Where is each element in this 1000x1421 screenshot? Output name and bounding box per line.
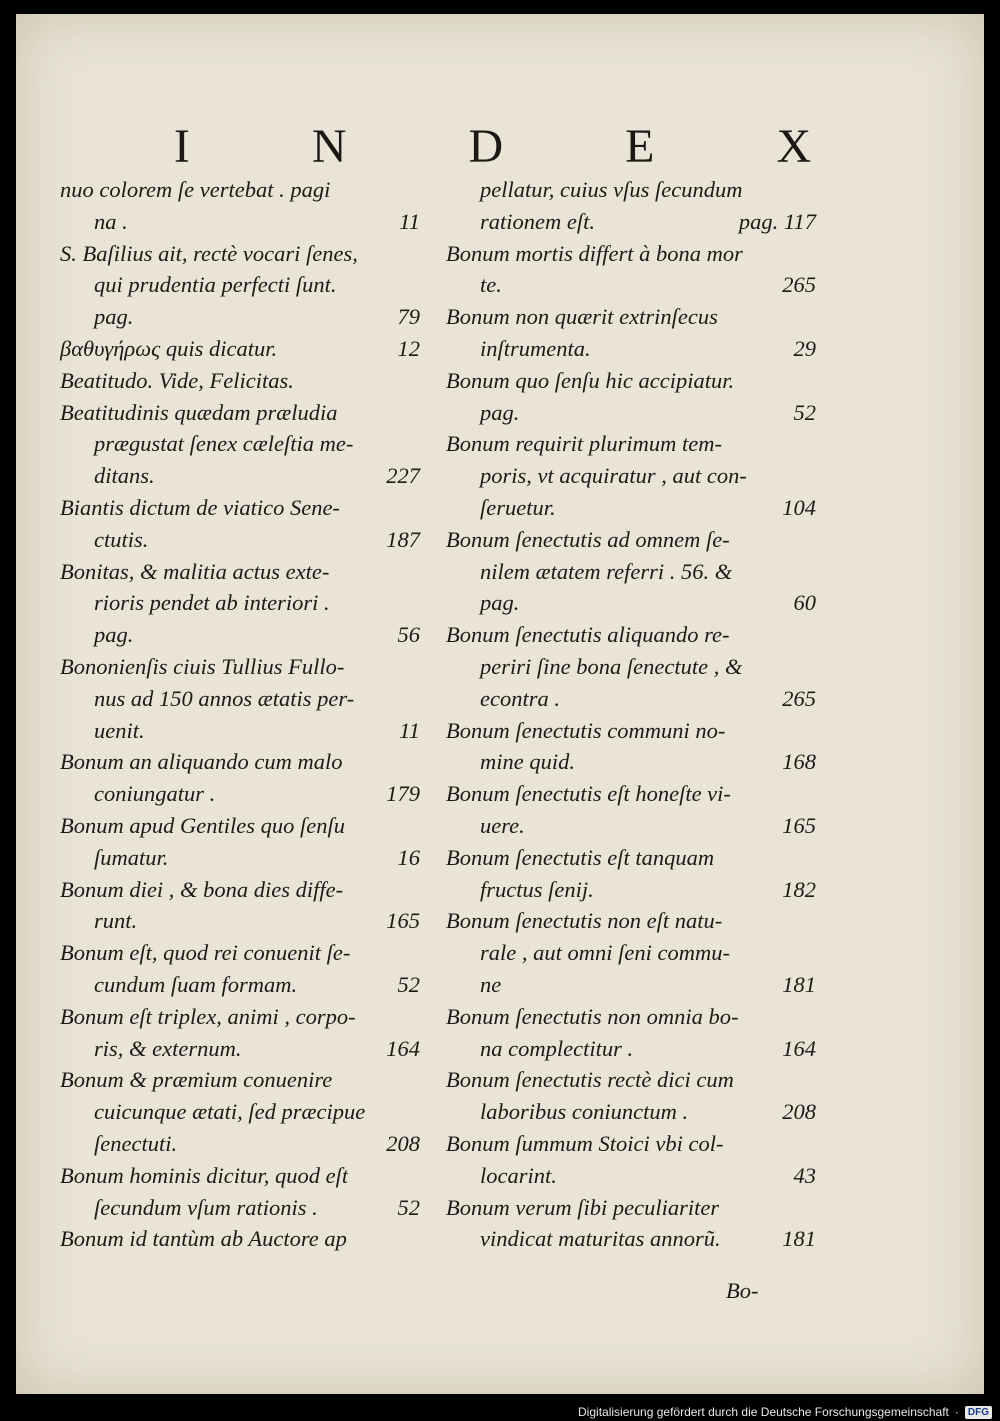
page-reference: 52 <box>397 1194 420 1220</box>
entry-text: S. Baſilius ait, rectè vocari ſenes, <box>60 240 358 266</box>
index-entry-line <box>446 269 816 301</box>
page-reference <box>806 556 816 588</box>
index-entry-line <box>446 524 816 556</box>
index-entry-line <box>446 1192 816 1224</box>
index-entry-line <box>446 619 816 651</box>
index-entry-line <box>446 810 816 842</box>
index-entry-line <box>446 746 816 778</box>
page-reference <box>806 778 816 810</box>
index-entry-line <box>446 715 816 747</box>
entry-text: ſenectuti. <box>94 1130 178 1156</box>
entry-text: Bonum requirit plurimum tem- <box>446 431 723 457</box>
page-reference <box>410 492 420 524</box>
page-reference <box>806 937 816 969</box>
page-reference: 56 <box>397 622 420 648</box>
index-entry-line <box>60 842 420 874</box>
index-entry-line <box>60 746 420 778</box>
page-reference: 227 <box>386 463 420 489</box>
entry-text: cundum ſuam formam. <box>94 971 298 997</box>
page-reference: 16 <box>397 844 420 870</box>
index-entry-line <box>446 428 816 460</box>
page-reference <box>806 619 816 651</box>
index-entry-line <box>446 365 816 397</box>
index-entry-line <box>446 460 816 492</box>
page-reference <box>806 905 816 937</box>
index-entry-line <box>446 301 816 333</box>
page-reference <box>410 174 420 206</box>
index-entry-line <box>446 1160 816 1192</box>
page-reference <box>410 556 420 588</box>
page-reference: 179 <box>386 781 420 807</box>
index-entry-line <box>446 174 816 206</box>
index-entry-line <box>446 937 816 969</box>
index-entry-line <box>60 1064 420 1096</box>
index-entry-line <box>446 651 816 683</box>
entry-text: na complectitur . <box>480 1035 634 1061</box>
entry-text: Bonum ſummum Stoici vbi col- <box>446 1130 724 1156</box>
index-entry-line <box>60 365 420 397</box>
entry-text: pellatur, cuius vſus ſecundum <box>480 177 743 202</box>
page-reference: 165 <box>782 812 816 838</box>
index-entry-line <box>60 810 420 842</box>
index-entry-line <box>446 238 816 270</box>
entry-text: locarint. <box>480 1162 557 1188</box>
index-entry-line <box>446 556 816 588</box>
page-reference <box>806 301 816 333</box>
page-reference <box>806 365 816 397</box>
entry-text: Bonum ſenectutis communi no- <box>446 717 726 743</box>
index-entry-line <box>446 874 816 906</box>
entry-text: cuicunque ætati, ſed præcipue <box>94 1099 366 1125</box>
page-reference: pag. 117 <box>738 208 816 234</box>
page-reference <box>410 810 420 842</box>
page-reference: 52 <box>397 971 420 997</box>
entry-text: Bonum mortis differt à bona mor <box>446 240 743 266</box>
page-reference: 60 <box>793 590 816 616</box>
page-reference: 52 <box>793 399 816 425</box>
entry-text: Bonum diei , & bona dies diffe- <box>60 876 344 902</box>
footer-credit: Digitalisierung gefördert durch die Deutsche Forschungsgemeinschaft · DFG <box>578 1405 992 1419</box>
page-reference <box>410 587 420 619</box>
entry-text: Bonum hominis dicitur, quod eſt <box>60 1162 349 1188</box>
index-entry-line <box>60 1192 420 1224</box>
index-entry-line <box>446 969 816 1001</box>
index-entry-line <box>60 619 420 651</box>
entry-text: nuo colorem ſe vertebat . pagi <box>60 177 331 202</box>
index-entry-line <box>60 937 420 969</box>
index-entry-line <box>446 778 816 810</box>
entry-text: Bonum non quærit extrinſecus <box>446 304 718 330</box>
page-reference <box>410 238 420 270</box>
page-reference <box>410 365 420 397</box>
page-reference <box>410 683 420 715</box>
index-entry-line <box>60 1001 420 1033</box>
entry-text: mine quid. <box>480 749 575 775</box>
page-reference <box>806 1128 816 1160</box>
footer-text: Digitalisierung gefördert durch die Deutsche Forschungsgemeinschaft <box>578 1405 949 1419</box>
entry-text: poris, vt acquiratur , aut con- <box>480 463 747 489</box>
page-reference <box>806 715 816 747</box>
entry-text: inſtrumenta. <box>480 335 591 361</box>
entry-text: Bonum verum ſibi peculiariter <box>446 1194 720 1220</box>
index-entry-line <box>60 269 420 301</box>
index-entry-line <box>60 238 420 270</box>
entry-text: Bonum an aliquando cum malo <box>60 749 343 775</box>
page-reference <box>410 937 420 969</box>
page-reference <box>410 1001 420 1033</box>
page-reference: 12 <box>397 335 420 361</box>
page-reference: 79 <box>397 304 420 330</box>
page-reference <box>806 1064 816 1096</box>
index-entry-line <box>60 874 420 906</box>
entry-text: Bononienſis ciuis Tullius Fullo- <box>60 653 345 679</box>
entry-text: periri ſine bona ſenectute , & <box>480 653 743 679</box>
entry-text: coniungatur . <box>94 781 216 807</box>
index-entry-line <box>60 1160 420 1192</box>
page-reference: 165 <box>386 908 420 934</box>
page-reference <box>410 1223 420 1255</box>
entry-text: ne <box>480 971 502 997</box>
page-reference: 208 <box>782 1099 816 1125</box>
page-reference <box>410 397 420 429</box>
index-entry-line <box>60 683 420 715</box>
index-entry-line <box>60 715 420 747</box>
index-entry-line <box>446 397 816 429</box>
index-entry-line <box>446 1128 816 1160</box>
index-entry-line <box>60 428 420 460</box>
page-reference <box>806 842 816 874</box>
entry-text: vindicat maturitas annorũ. <box>480 1226 721 1252</box>
entry-text: Bonum ſenectutis eſt honeſte vi- <box>446 781 731 807</box>
entry-text: econtra . <box>480 685 560 711</box>
entry-text: Biantis dictum de viatico Sene- <box>60 494 340 520</box>
entry-text: Bonum eſt triplex, animi , corpo- <box>60 1003 356 1029</box>
entry-text: Bonum id tantùm ab Auctore ap <box>60 1226 347 1252</box>
index-column-right <box>446 174 816 1255</box>
page-reference <box>806 1001 816 1033</box>
entry-text: pag. <box>94 622 134 648</box>
index-entry-line <box>446 683 816 715</box>
entry-text: Bonitas, & malitia actus exte- <box>60 558 330 584</box>
index-entry-line <box>60 1223 420 1255</box>
index-entry-line <box>446 842 816 874</box>
entry-text: Bonum apud Gentiles quo ſenſu <box>60 812 345 838</box>
index-entry-line <box>60 778 420 810</box>
index-entry-line <box>60 1033 420 1065</box>
index-entry-line <box>446 587 816 619</box>
catchword: Bo- <box>726 1278 759 1303</box>
entry-text: Beatitudinis quædam præludia <box>60 399 338 425</box>
page-reference <box>806 1192 816 1224</box>
index-entry-line <box>60 460 420 492</box>
entry-text: ſeruetur. <box>480 494 556 520</box>
entry-text: pag. <box>480 590 520 616</box>
page-reference: 182 <box>782 876 816 902</box>
index-entry-line <box>60 905 420 937</box>
page-reference: 181 <box>782 971 816 997</box>
entry-text: Bonum quo ſenſu hic accipiatur. <box>446 367 735 393</box>
page-reference <box>410 1064 420 1096</box>
page-reference: 265 <box>782 272 816 298</box>
index-entry-line <box>60 651 420 683</box>
index-entry-line <box>60 556 420 588</box>
entry-text: runt. <box>94 908 138 934</box>
page-reference: 187 <box>386 526 420 552</box>
page-reference: 11 <box>399 717 420 743</box>
index-entry-line <box>60 333 420 365</box>
index-entry-line <box>446 1064 816 1096</box>
index-entry-line <box>446 206 816 238</box>
entry-text: Bonum ſenectutis ad omnem ſe- <box>446 526 730 552</box>
page-reference <box>410 1096 420 1128</box>
book-page <box>16 14 984 1394</box>
page-reference <box>410 746 420 778</box>
entry-text: nus ad 150 annos ætatis per- <box>94 685 355 711</box>
page-header: I N D E X <box>173 120 867 173</box>
index-entry-line <box>446 905 816 937</box>
entry-text: Bonum ſenectutis aliquando re- <box>446 622 730 648</box>
page-reference <box>806 174 816 206</box>
entry-text: ſecundum vſum rationis . <box>94 1194 318 1220</box>
entry-text: fructus ſenij. <box>480 876 594 902</box>
entry-text: ſumatur. <box>94 844 169 870</box>
entry-text: rioris pendet ab interiori . <box>94 590 330 616</box>
page-reference: 29 <box>793 335 816 361</box>
entry-text: Bonum ſenectutis non omnia bo- <box>446 1003 739 1029</box>
index-entry-line <box>60 969 420 1001</box>
index-entry-line <box>60 174 420 206</box>
entry-text: ctutis. <box>94 526 149 552</box>
index-entry-line <box>60 1096 420 1128</box>
page-reference: 164 <box>386 1035 420 1061</box>
page-reference: 208 <box>386 1130 420 1156</box>
entry-text: Beatitudo. Vide, Felicitas. <box>60 367 294 393</box>
page-reference <box>410 651 420 683</box>
entry-text: te. <box>480 272 502 298</box>
entry-text: Bonum ſenectutis rectè dici cum <box>446 1067 734 1093</box>
index-entry-line <box>446 1001 816 1033</box>
index-entry-line <box>60 206 420 238</box>
page-reference <box>410 1160 420 1192</box>
index-entry-line <box>60 397 420 429</box>
entry-text: Bonum ſenectutis non eſt natu- <box>446 908 723 934</box>
entry-text: ditans. <box>94 463 155 489</box>
entry-text: na . <box>94 208 128 234</box>
index-entry-line <box>60 301 420 333</box>
entry-text: ris, & externum. <box>94 1035 242 1061</box>
index-entry-line <box>60 1128 420 1160</box>
index-entry-line <box>60 524 420 556</box>
entry-text: uenit. <box>94 717 145 743</box>
index-entry-line <box>446 492 816 524</box>
entry-text: rale , aut omni ſeni commu- <box>480 940 730 966</box>
index-entry-line <box>60 492 420 524</box>
dfg-logo-icon: DFG <box>965 1406 992 1419</box>
page-reference: 11 <box>399 208 420 234</box>
page-reference: 265 <box>782 685 816 711</box>
entry-text: laboribus coniunctum . <box>480 1099 689 1125</box>
entry-text: pag. <box>94 304 134 330</box>
entry-text: nilem ætatem referri . 56. & <box>480 558 733 584</box>
page-reference <box>806 524 816 556</box>
entry-text: rationem eſt. <box>480 208 595 234</box>
entry-text: prægustat ſenex cæleſtia me- <box>94 431 354 457</box>
entry-text: uere. <box>480 812 525 838</box>
page-reference <box>410 269 420 301</box>
entry-text: qui prudentia perfecti ſunt. <box>94 272 337 298</box>
page-reference: 104 <box>782 494 816 520</box>
page-reference <box>806 460 816 492</box>
index-entry-line <box>60 587 420 619</box>
entry-text: Bonum ſenectutis eſt tanquam <box>446 844 715 870</box>
index-column-left <box>60 174 420 1255</box>
entry-text: pag. <box>480 399 520 425</box>
entry-text: βαθυγήρως quis dicatur. <box>60 335 278 361</box>
page-reference <box>806 651 816 683</box>
page-reference: 181 <box>782 1226 816 1252</box>
index-entry-line <box>446 333 816 365</box>
page-reference <box>410 428 420 460</box>
page-reference <box>806 428 816 460</box>
index-entry-line <box>446 1223 816 1255</box>
index-entry-line <box>446 1096 816 1128</box>
page-reference: 164 <box>782 1035 816 1061</box>
page-reference <box>806 238 816 270</box>
entry-text: Bonum & præmium conuenire <box>60 1067 333 1093</box>
page-reference: 168 <box>782 749 816 775</box>
index-entry-line <box>446 1033 816 1065</box>
page-reference <box>410 874 420 906</box>
entry-text: Bonum eſt, quod rei conuenit ſe- <box>60 940 351 966</box>
page-reference: 43 <box>793 1162 816 1188</box>
